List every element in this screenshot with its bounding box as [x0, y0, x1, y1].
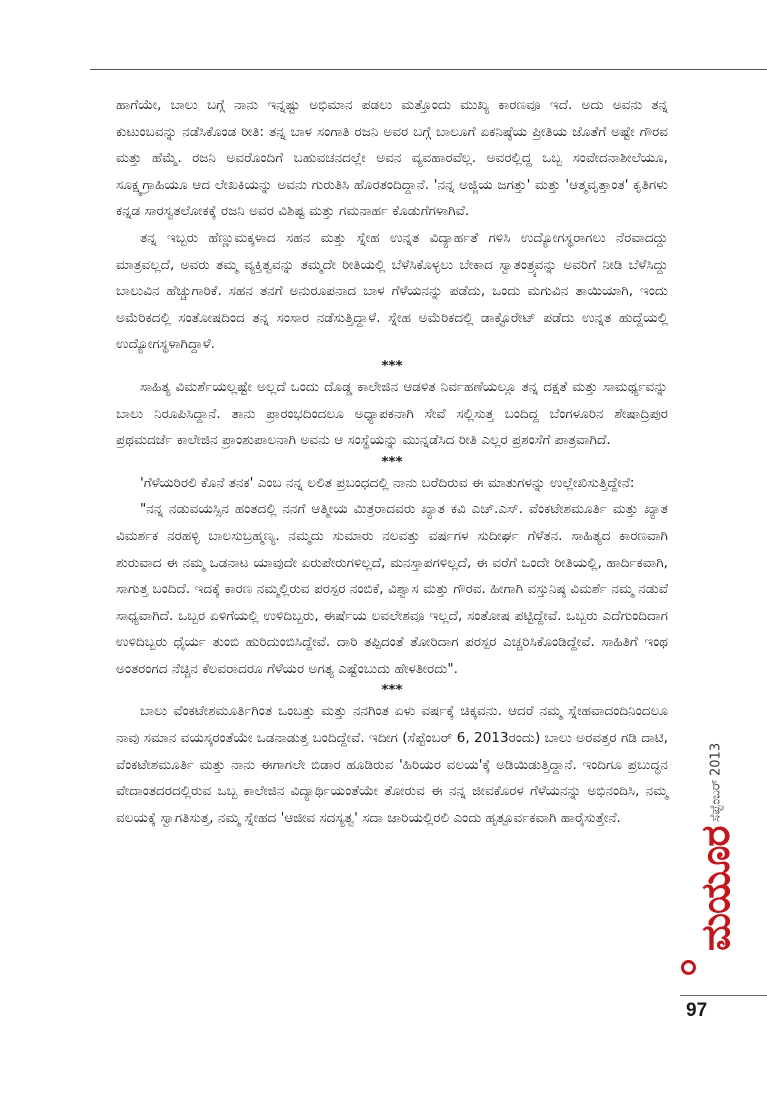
- section-separator: ***: [381, 682, 403, 699]
- page-number: 97: [686, 1000, 708, 1021]
- paragraph-2: ತನ್ನ ಇಬ್ಬರು ಹೆಣ್ಣುಮಕ್ಕಳಾದ ಸಹನ ಮತ್ತು ಸ್ನೇಹ ಉನ್ನತ ವಿದ್ಯಾರ್ಹತೆ ಗಳಿಸಿ ಉದ್ಯೋಗಸ್ಥರಾಗಲು ನೆರವಾದದ್ದು ಮಾತ್ರವಲ್ಲದೆ, ಅವರು ತಮ್ಮ ವ್ಯಕ್ತಿತ್ವವನ್ನು ತಮ್ಮದೇ ರೀತಿಯಲ್ಲಿ ಬೆಳೆಸಿಕೊಳ್ಳಲು ಬೇಕಾದ ಸ್ವಾತಂತ್ರ್ಯವನ್ನು ಅವರಿಗೆ ನೀಡಿ ಬೆಳೆಸಿದ್ದು ಬಾಲುವಿನ ಹೆಚ್ಚುಗಾರಿಕೆ. ಸಹನ ತನಗೆ ಅನುರೂಪನಾದ ಬಾಳ ಗೆಳೆಯನನ್ನು ಪಡೆದು, ಒಂದು ಮಗುವಿನ ತಾಯಿಯಾಗಿ, ಇಂದು ಅಮೆರಿಕದಲ್ಲಿ ಸಂತೋಷದಿಂದ ತನ್ನ ಸಂಸಾರ ನಡೆಸುತ್ತಿದ್ದಾಳೆ. ಸ್ನೇಹ ಅಮೆರಿಕದಲ್ಲಿ ಡಾಕ್ಟೊರೇಟ್ ಪಡೆದು ಉನ್ನತ ಹುದ್ದೆಯಲ್ಲಿ ಉದ್ಯೋಗಸ್ಥಳಾಗಿದ್ದಾಳೆ.: [116, 229, 668, 353]
- section-separator: ***: [381, 453, 403, 470]
- footer-divider: [680, 995, 767, 996]
- magazine-masthead: [688, 742, 744, 951]
- section-separator: ***: [381, 357, 403, 374]
- paragraph-3: ಸಾಹಿತ್ಯ ವಿಮರ್ಶೆಯಲ್ಲಷ್ಟೇ ಅಲ್ಲದೆ ಒಂದು ದೊಡ್ಡ ಕಾಲೇಜಿನ ಆಡಳಿತ ನಿರ್ವಹಣೆಯಲ್ಲೂ ತನ್ನ ದಕ್ಷತೆ ಮತ್ತು ಸಾಮರ್ಥ್ಯವನ್ನು ಬಾಲು ನಿರೂಪಿಸಿದ್ದಾನೆ. ತಾನು ಪ್ರಾರಂಭದಿಂದಲೂ ಅಧ್ಯಾಪಕನಾಗಿ ಸೇವೆ ಸಲ್ಲಿಸುತ್ತ ಬಂದಿದ್ದ ಬೆಂಗಳೂರಿನ ಶೇಷಾದ್ರಿಪುರ ಪ್ರಥಮದರ್ಜೆ ಕಾಲೇಜಿನ ಪ್ರಾಂಶುಪಾಲನಾಗಿ ಅವನು ಆ ಸಂಸ್ಥೆಯನ್ನು ಮುನ್ನಡೆಸಿದ ರೀತಿ ಎಲ್ಲರ ಪ್ರಶಂಸೆಗೆ ಪಾತ್ರವಾಗಿದೆ.: [116, 378, 668, 449]
- paragraph-1: ಹಾಗೆಯೇ, ಬಾಲು ಬಗ್ಗೆ ನಾನು ಇನ್ನಷ್ಟು ಅಭಿಮಾನ ಪಡಲು ಮತ್ತೊಂದು ಮುಖ್ಯ ಕಾರಣವೂ ಇದೆ. ಅದು ಅವನು ತನ್ನ ಕುಟುಂಬವನ್ನು ನಡೆಸಿಕೊಂಡ ರೀತಿ: ತನ್ನ ಬಾಳ ಸಂಗಾತಿ ರಜನಿ ಅವರ ಬಗ್ಗೆ ಬಾಲೂಗೆ ಏಕನಿಷ್ಠೆಯ ಪ್ರೀತಿಯ ಜೊತೆಗೆ ಅಷ್ಟೇ ಗೌರವ ಮತ್ತು ಹೆಮ್ಮೆ. ರಜನಿ ಅವರೊಂದಿಗೆ ಬಹುವಚನದಲ್ಲೇ ಅವನ ವ್ಯವಹಾರವೆಲ್ಲ. ಅವರಲ್ಲಿದ್ದ ಒಬ್ಬ ಸಂವೇದನಾಶೀಲೆಯೂ, ಸೂಕ್ಷ್ಮಗ್ರಾಹಿಯೂ ಆದ ಲೇಖಕಿಯನ್ನು ಅವನು ಗುರುತಿಸಿ ಹೊರತಂದಿದ್ದಾನೆ. 'ನನ್ನ ಅಜ್ಜಿಯ ಜಗತ್ತು' ಮತ್ತು 'ಆತ್ಮವೃತ್ತಾಂತ' ಕೃತಿಗಳು ಕನ್ನಡ ಸಾರಸ್ವತಲೋಕಕ್ಕೆ ರಜನಿ ಅವರ ವಿಶಿಷ್ಟ ಮತ್ತು ಗಮನಾರ್ಹ ಕೊಡುಗೆಗಳಾಗಿವೆ.: [116, 97, 668, 220]
- issue-month: ಸೆಪ್ಟೆಂಬರ್: [708, 779, 724, 823]
- quote-paragraph: "ನನ್ನ ನಡುವಯಸ್ಸಿನ ಹಂತದಲ್ಲಿ ನನಗೆ ಆತ್ಮೀಯ ಮಿತ್ರರಾದವರು ಖ್ಯಾತ ಕವಿ ಎಚ್.ಎಸ್. ವೆಂಕಟೇಶಮೂರ್ತಿ ಮತ್ತು ಖ್ಯಾತ ವಿಮರ್ಶಕ ನರಹಳ್ಳಿ ಬಾಲಸುಬ್ರಹ್ಮಣ್ಯ. ನಮ್ಮದು ಸುಮಾರು ನಲವತ್ತು ವರ್ಷಗಳ ಸುದೀರ್ಘ ಗೆಳೆತನ. ಸಾಹಿತ್ಯದ ಕಾರಣವಾಗಿ ಶುರುವಾದ ಈ ನಮ್ಮ ಒಡನಾಟ ಯಾವುದೇ ಏರುಪೇರುಗಳಿಲ್ಲದೆ, ಮನಸ್ತಾಪಗಳಿಲ್ಲದೆ, ಈ ವರೆಗೆ ಒಂದೇ ರೀತಿಯಲ್ಲಿ, ಹಾರ್ದಿಕವಾಗಿ, ಸಾಗುತ್ತ ಬಂದಿದೆ. ಇದಕ್ಕೆ ಕಾರಣ ನಮ್ಮಲ್ಲಿರುವ ಪರಸ್ಪರ ನಂಬಿಕೆ, ವಿಶ್ವಾಸ ಮತ್ತು ಗೌರವ. ಹೀಗಾಗಿ ವಸ್ತುನಿಷ್ಠ ವಿಮರ್ಶೆ ನಮ್ಮ ನಡುವೆ ಸಾಧ್ಯವಾಗಿದೆ. ಒಬ್ಬರ ಏಳಿಗೆಯಲ್ಲಿ ಉಳಿದಿಬ್ಬರು, ಈರ್ಷೆಯ ಲವಲೇಶವೂ ಇಲ್ಲದೆ, ಸಂತೋಷ ಪಟ್ಟಿದ್ದೇವೆ. ಒಬ್ಬರು ಎದೆಗುಂದಿದಾಗ ಉಳಿದಿಬ್ಬರು ಧೈರ್ಯ ತುಂಬಿ ಹುರಿದುಂಬಿಸಿದ್ದೇವೆ. ದಾರಿ ತಪ್ಪಿದಂತೆ ತೋರಿದಾಗ ಪರಸ್ಪರ ಎಚ್ಚರಿಸಿಕೊಂಡಿದ್ದೇವೆ. ಸಾಹಿತಿಗೆ ಇಂಥ ಅಂತರಂಗದ ನೆಚ್ಚಿನ ಕೆಲವರಾದರೂ ಗೆಳೆಯರ ಅಗತ್ಯ ಎಷ್ಟೆಂಬುದು ಹೇಳತೀರದು".: [116, 501, 668, 677]
- issue-year: 2013: [708, 742, 724, 776]
- magazine-name: ಮಯೂರ: [693, 826, 739, 951]
- paragraph-4: 'ಗೆಳೆಯರಿರಲಿ ಕೊನೆ ತನಕ' ಎಂಬ ನನ್ನ ಲಲಿತ ಪ್ರಬಂಧದಲ್ಲಿ ನಾನು ಬರೆದಿರುವ ಈ ಮಾತುಗಳನ್ನು ಉಲ್ಲೇಖಿಸುತ್ತಿದ್ದೇನೆ:: [140, 474, 635, 491]
- top-divider: [90, 69, 767, 70]
- paragraph-6: ಬಾಲು ವೆಂಕಟೇಶಮೂರ್ತಿಗಿಂತ ಒಂಬತ್ತು ಮತ್ತು ನನಗಿಂತ ಏಳು ವರ್ಷಕ್ಕೆ ಚಿಕ್ಕವನು. ಆದರೆ ನಮ್ಮ ಸ್ನೇಹವಾದಂದಿನಿಂದಲೂ ನಾವು ಸಮಾನ ವಯಸ್ಕರಂತೆಯೇ ಒಡನಾಡುತ್ತ ಬಂದಿದ್ದೇವೆ. ಇದೀಗ (ಸೆಪ್ಟೆಂಬರ್ 6, 2013ರಂದು) ಬಾಲು ಅರವತ್ತರ ಗಡಿ ದಾಟಿ, ವೆಂಕಟೇಶಮೂರ್ತಿ ಮತ್ತು ನಾನು ಈಗಾಗಲೇ ಬಿಡಾರ ಹೂಡಿರುವ 'ಹಿರಿಯರ ವಲಯ'ಕ್ಕೆ ಅಡಿಯಿಡುತ್ತಿದ್ದಾನೆ. ಇಂದಿಗೂ ಪ್ರಬುದ್ಧನ ವೇದಾಂತದರದಲ್ಲಿರುವ ಒಬ್ಬ ಕಾಲೇಜಿನ ವಿದ್ಯಾರ್ಥಿಯಂತೆಯೇ ತೋರುವ ಈ ನನ್ನ ಜೀವಕೊರಳ ಗೆಳೆಯನನ್ನು ಅಭಿನಂದಿಸಿ, ನಮ್ಮ ವಲಯಕ್ಕೆ ಸ್ವಾಗತಿಸುತ್ತ, ನಮ್ಮ ಸ್ನೇಹದ 'ಆಜೀವ ಸದಸ್ಯತ್ವ' ಸದಾ ಜಾರಿಯಲ್ಲಿರಲಿ ಎಂದು ಹೃತ್ಪೂರ್ವಕವಾಗಿ ಹಾರೈಸುತ್ತೇನೆ.: [116, 703, 668, 826]
- article-body: [116, 92, 668, 831]
- logo-circle-icon: [681, 960, 696, 975]
